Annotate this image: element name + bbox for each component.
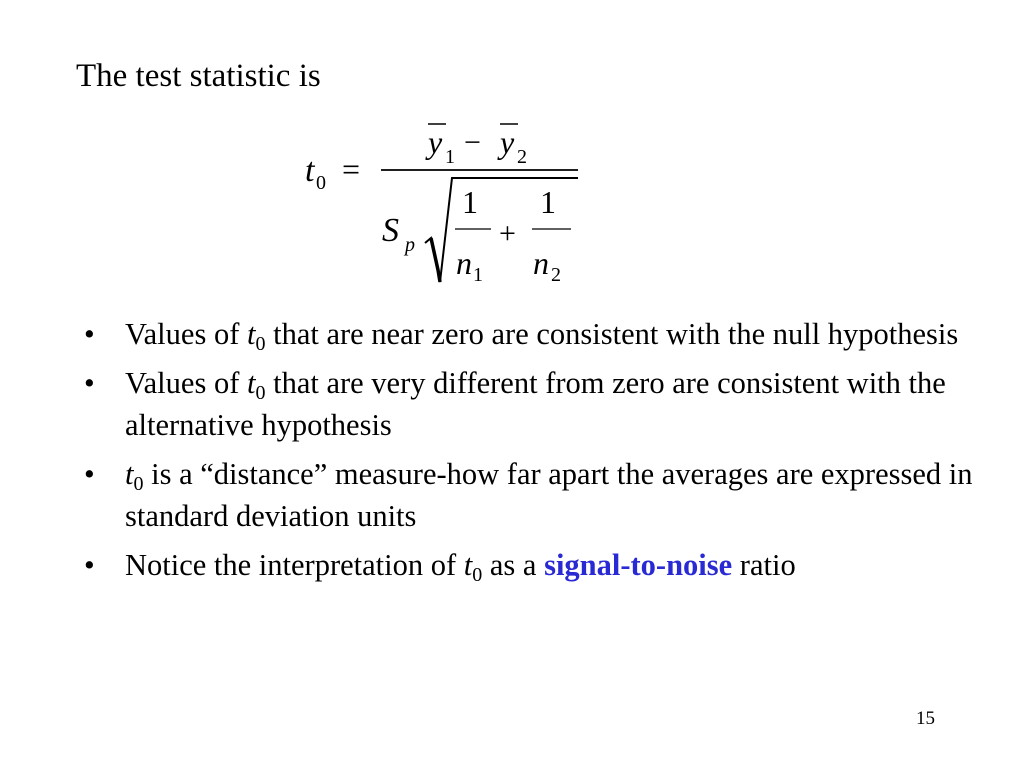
formula-num-var2: y (500, 124, 515, 160)
formula-lhs-var: t (305, 152, 315, 189)
bullet-item-near-zero (84, 313, 1004, 355)
test-statistic-formula (0, 0, 1024, 300)
formula-num-sub1: 1 (445, 146, 455, 168)
formula-frac2-den-var: n (533, 245, 549, 281)
bullet-text: that are very different from zero are consistent with the alternative hypothesis (125, 366, 946, 442)
bullet-text: ratio (732, 548, 796, 582)
t0-symbol: $t_0$ (246, 366, 266, 404)
bullet-item-distance-measure (84, 453, 1004, 537)
page-number: 15 (916, 708, 935, 729)
formula-num-var1: y (428, 124, 443, 160)
bullet-item-signal-to-noise (84, 544, 1004, 586)
formula-den-var: S (382, 212, 399, 249)
bullet-icon: • (84, 317, 95, 351)
formula-num-sub2: 2 (517, 146, 527, 168)
bullet-list (84, 313, 1004, 593)
bullet-text: Values of (125, 366, 247, 400)
t0-symbol: $t_0$ (463, 548, 483, 586)
bullet-text: is a “distance” measure-how far apart the averages are expressed in standard deviation units (125, 457, 973, 533)
bullet-icon: • (84, 457, 95, 491)
formula-frac1-den-sub: 1 (473, 264, 483, 286)
formula-frac2-num: 1 (540, 184, 556, 220)
bullet-text: as a (482, 548, 545, 582)
bullet-item-different-from-zero (84, 362, 1004, 446)
t0-symbol: $t_0$ (246, 317, 266, 355)
intro-text: The test statistic is (76, 58, 321, 94)
formula-lhs-sub: 0 (316, 172, 326, 194)
bullet-text: Notice the interpretation of (125, 548, 464, 582)
formula-frac1-den-var: n (456, 245, 472, 281)
bullet-text: Values of (125, 317, 247, 351)
bullet-icon: • (84, 548, 95, 582)
t0-symbol: $t_0$ (125, 457, 144, 495)
signal-to-noise-highlight: signal-to-noise (544, 548, 733, 582)
bullet-text: that are near zero are consistent with the null hypothesis (265, 317, 959, 351)
bullet-icon: • (84, 366, 95, 400)
formula-plus: + (499, 217, 516, 250)
formula-equals: = (342, 151, 361, 187)
formula-den-sub: p (405, 234, 415, 256)
formula-frac1-num: 1 (462, 184, 478, 220)
formula-frac2-den-sub: 2 (551, 264, 561, 286)
formula-minus: − (464, 126, 481, 159)
